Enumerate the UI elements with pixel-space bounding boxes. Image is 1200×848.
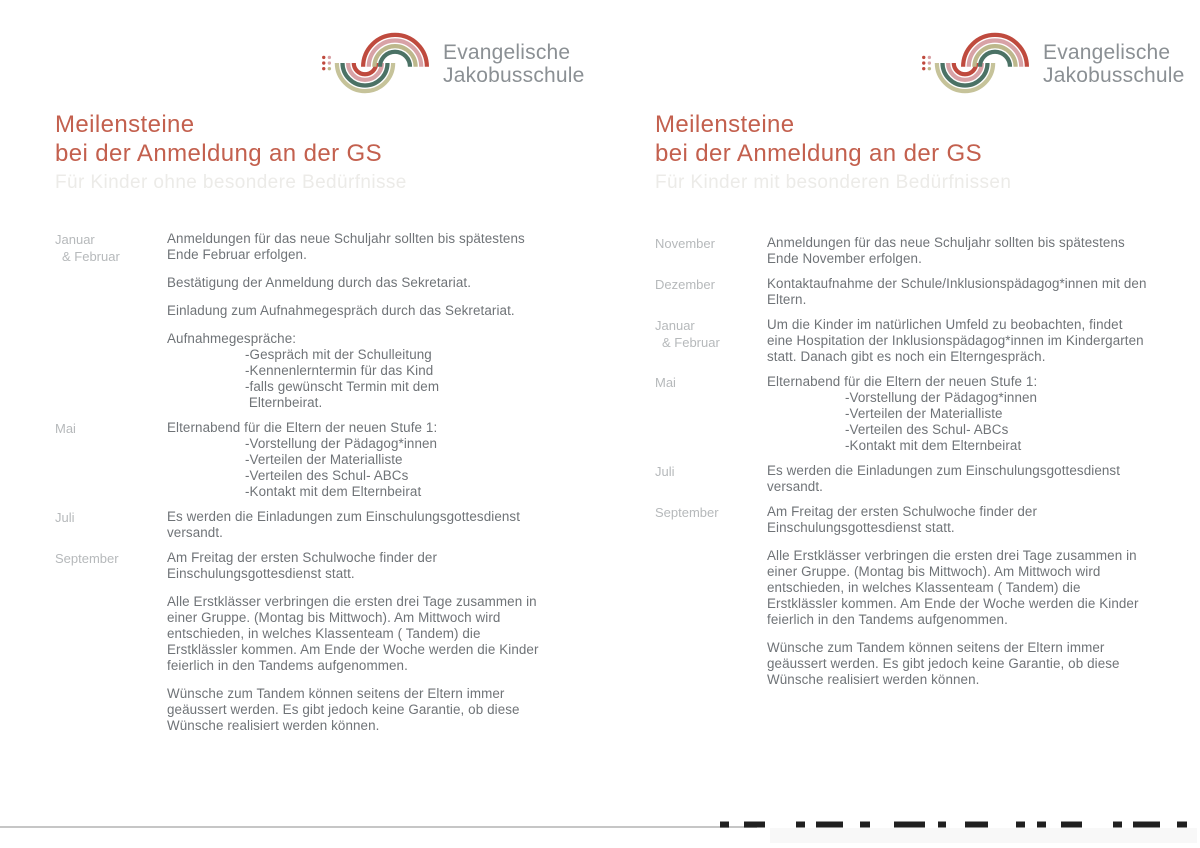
bullet-item: -Kontakt mit dem Elternbeirat xyxy=(845,438,1022,453)
timeline-paragraph: Um die Kinder im natürlichen Umfeld zu beobachten, findet eine Hospitation der Inklusionspädagog*innen im Kindergarten statt. Danach gibt es noch ein Elterngespräch. xyxy=(767,317,1144,364)
school-name-line1: Evangelische xyxy=(1043,41,1171,64)
school-name-line1: Evangelische xyxy=(443,41,571,64)
timeline-row xyxy=(55,231,560,411)
timeline-paragraph: Wünsche zum Tandem können seitens der Eltern immer geäussert werden. Es gibt jedoch keine Garantie, ob diese Wünsche realisiert werden können. xyxy=(167,686,520,733)
timeline-paragraph: Anmeldungen für das neue Schuljahr sollten bis spätestens Ende Februar erfolgen. xyxy=(167,231,525,262)
timeline-month-label xyxy=(655,504,767,688)
timeline-month-label xyxy=(55,420,167,500)
month-line: & Februar xyxy=(662,335,720,350)
school-name-line2: Jakobusschule xyxy=(443,64,585,87)
month-line: Mai xyxy=(655,375,676,390)
timeline-content xyxy=(167,231,549,411)
school-logo xyxy=(320,28,585,98)
page-title-line2: bei der Anmeldung an der GS xyxy=(55,140,383,167)
timeline-paragraph: Wünsche zum Tandem können seitens der Eltern immer geäussert werden. Es gibt jedoch keine Garantie, ob diese Wünsche realisiert werden können. xyxy=(767,640,1120,687)
month-line: & Februar xyxy=(62,249,120,264)
timeline-content xyxy=(767,235,1149,267)
timeline-paragraph: Am Freitag der ersten Schulwoche finder der Einschulungsgottesdienst statt. xyxy=(767,504,1038,535)
timeline-row xyxy=(55,509,560,541)
bullet-item: -Vorstellung der Pädagog*innen xyxy=(245,436,438,451)
timeline-paragraph: Es werden die Einladungen zum Einschulungsgottesdienst versandt. xyxy=(767,463,1121,494)
timeline-month-label xyxy=(55,231,167,411)
timeline-paragraph: Einladung zum Aufnahmegespräch durch das Sekretariat. xyxy=(167,303,515,318)
timeline-lead: Aufnahmegespräche: xyxy=(167,331,297,346)
month-line: Juli xyxy=(655,464,675,479)
timeline-month-label xyxy=(655,276,767,308)
school-name xyxy=(1043,28,1185,87)
month-line: September xyxy=(55,551,119,566)
bullet-item: -Verteilen der Materialliste xyxy=(845,406,1003,421)
timeline-content xyxy=(167,509,549,541)
page-right xyxy=(600,0,1200,848)
milestones-timeline xyxy=(55,231,560,743)
bullet-item: -Kontakt mit dem Elternbeirat xyxy=(245,484,422,499)
timeline-content xyxy=(767,317,1149,365)
timeline-row xyxy=(55,550,560,734)
rainbow-wave-logo-icon xyxy=(920,28,1040,98)
school-logo xyxy=(920,28,1185,98)
timeline-content xyxy=(767,504,1149,688)
timeline-paragraph: Alle Erstklässer verbringen die ersten drei Tage zusammen in einer Gruppe. (Montag bis Mittwoch). Am Mittwoch wird entschieden, in welches Klassenteam ( Tandem) die Erstklässler kommen. Am Ende der Woche werden die Kinder feierlich in den Tandems aufgenommen. xyxy=(167,594,539,673)
timeline-lead: Elternabend für die Eltern der neuen Stufe 1: xyxy=(167,420,438,435)
page-title xyxy=(655,110,982,168)
timeline-month-label xyxy=(55,550,167,734)
bullet-item: -Kennenlerntermin für das Kind xyxy=(245,363,434,378)
timeline-month-label xyxy=(655,374,767,454)
bullet-item: -falls gewünscht Termin mit dem xyxy=(245,379,440,394)
timeline-row xyxy=(655,276,1160,308)
left-page-bottom-edge-line xyxy=(0,826,757,828)
milestones-timeline xyxy=(655,235,1160,697)
timeline-lead: Elternabend für die Eltern der neuen Stufe 1: xyxy=(767,374,1038,389)
timeline-paragraph: Alle Erstklässer verbringen die ersten drei Tage zusammen in einer Gruppe. (Montag bis Mittwoch). Am Mittwoch wird entschieden, in welches Klassenteam ( Tandem) die Erstklässler kommen. Am Ende der Woche werden die Kinder feierlich in den Tandems aufgenommen. xyxy=(767,548,1139,627)
timeline-paragraph: Es werden die Einladungen zum Einschulungsgottesdienst versandt. xyxy=(167,509,521,540)
month-line: Mai xyxy=(55,421,76,436)
timeline-paragraph: Am Freitag der ersten Schulwoche finder der Einschulungsgottesdienst statt. xyxy=(167,550,438,581)
timeline-month-label xyxy=(655,317,767,365)
bullet-item: -Gespräch mit der Schulleitung xyxy=(245,347,432,362)
month-line: Januar xyxy=(655,318,695,333)
month-line: Januar xyxy=(55,232,95,247)
bullet-list xyxy=(767,390,1149,454)
timeline-content xyxy=(767,463,1149,495)
bullet-list xyxy=(167,436,549,500)
bullet-item: Elternbeirat. xyxy=(245,395,323,410)
timeline-content xyxy=(767,374,1149,454)
timeline-row xyxy=(655,374,1160,454)
timeline-row xyxy=(655,317,1160,365)
timeline-paragraph: Anmeldungen für das neue Schuljahr sollten bis spätestens Ende November erfolgen. xyxy=(767,235,1125,266)
timeline-month-label xyxy=(655,463,767,495)
timeline-row xyxy=(55,420,560,500)
timeline-paragraph: Kontaktaufnahme der Schule/Inklusionspädagog*innen mit den Eltern. xyxy=(767,276,1147,307)
timeline-month-label xyxy=(655,235,767,267)
month-line: November xyxy=(655,236,715,251)
bullet-item: -Verteilen der Materialliste xyxy=(245,452,403,467)
page-title-line1: Meilensteine xyxy=(655,111,795,138)
timeline-content xyxy=(167,420,549,500)
bullet-item: -Vorstellung der Pädagog*innen xyxy=(845,390,1038,405)
month-line: Dezember xyxy=(655,277,715,292)
right-page-bottom-dashed-marks xyxy=(720,821,1198,828)
timeline-row xyxy=(655,504,1160,688)
page-subtitle: Für Kinder ohne besondere Bedürfnisse xyxy=(55,172,407,193)
page-title xyxy=(55,110,382,168)
bullet-item: -Verteilen des Schul- ABCs xyxy=(845,422,1009,437)
timeline-row xyxy=(655,463,1160,495)
timeline-content xyxy=(767,276,1149,308)
timeline-paragraph: Bestätigung der Anmeldung durch das Sekretariat. xyxy=(167,275,472,290)
timeline-month-label xyxy=(55,509,167,541)
timeline-row xyxy=(655,235,1160,267)
page-subtitle: Für Kinder mit besonderen Bedürfnissen xyxy=(655,172,1012,193)
school-name-line2: Jakobusschule xyxy=(1043,64,1185,87)
bullet-list xyxy=(167,347,549,411)
school-name xyxy=(443,28,585,87)
month-line: Juli xyxy=(55,510,75,525)
timeline-content xyxy=(167,550,549,734)
bullet-item: -Verteilen des Schul- ABCs xyxy=(245,468,409,483)
page-title-line2: bei der Anmeldung an der GS xyxy=(655,140,983,167)
page-title-line1: Meilensteine xyxy=(55,111,195,138)
month-line: September xyxy=(655,505,719,520)
right-page-bottom-band xyxy=(770,828,1197,843)
rainbow-wave-logo-icon xyxy=(320,28,440,98)
